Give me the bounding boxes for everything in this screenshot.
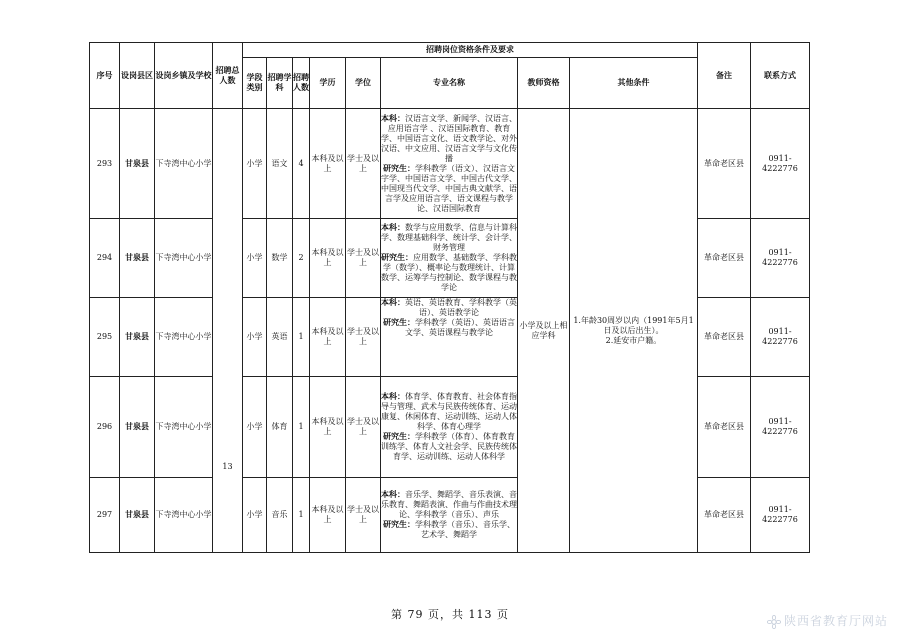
row-edu: 本科及以上: [310, 219, 346, 298]
header-total: 招聘总人数: [213, 43, 243, 109]
row-count: 1: [293, 377, 310, 478]
row-level: 小学: [243, 298, 267, 377]
table-row: [90, 298, 810, 377]
header-requirements-group: 招聘岗位资格条件及要求: [243, 43, 698, 58]
undergrad-majors: 汉语言文学、新闻学、汉语言、应用语言学 、汉语国际教育、教育学、中国语言文化、语文教学论、对外汉语、中文应用、汉语言文学与文化传播: [381, 113, 517, 163]
row-subject: 英语: [267, 298, 293, 377]
postgrad-majors: 学科教学（英语）、英语语言文学、英语课程与教学论: [405, 318, 515, 337]
undergrad-majors: 英语、英语教育、学科教学（英语）、英语教学论: [405, 298, 517, 317]
row-level: 小学: [243, 377, 267, 478]
row-county: 甘泉县: [120, 219, 155, 298]
row-contact: 0911-4222776: [751, 109, 810, 219]
row-level: 小学: [243, 109, 267, 219]
flower-logo-icon: [766, 615, 782, 629]
postgrad-majors: 应用数学、基础数学、学科教学（数学）、概率论与数理统计、计算数学、运筹学与控制论、数学课程与教学论: [381, 253, 517, 292]
row-seq: 293: [90, 109, 120, 219]
postgrad-majors: 学科教学（体育）、体育教育训练学、体育人文社会学、民族传统体育学、运动训练、运动人体科学: [381, 432, 517, 461]
row-contact: 0911-4222776: [751, 478, 810, 553]
header-teacher-cert: 教师资格: [518, 58, 570, 109]
row-major: [381, 109, 518, 219]
table-row: [90, 478, 810, 553]
row-major: [381, 377, 518, 478]
undergrad-majors: 体育学、体育教育、社会体育指导与管理、武术与民族传统体育、运动康复、休闲体育、运动训练、运动人体科学、体育心理学: [381, 392, 517, 431]
table-row: [90, 377, 810, 478]
watermark-text: 陕西省教育厅网站: [783, 614, 888, 628]
row-degree: 学士及以上: [346, 377, 381, 478]
postgrad-label: 研究生：: [383, 318, 415, 327]
postgrad-majors: 学科教学（音乐）、音乐学、艺术学、舞蹈学: [415, 520, 515, 539]
row-major: [381, 478, 518, 553]
row-note: 革命老区县: [698, 377, 751, 478]
row-count: 1: [293, 298, 310, 377]
row-level: 小学: [243, 478, 267, 553]
row-contact: 0911-4222776: [751, 377, 810, 478]
row-count: 1: [293, 478, 310, 553]
header-school: 设岗乡镇及学校: [155, 43, 213, 109]
row-level: 小学: [243, 219, 267, 298]
row-note: 革命老区县: [698, 298, 751, 377]
header-other: 其他条件: [570, 58, 698, 109]
row-count: 2: [293, 219, 310, 298]
row-school: 下寺湾中心小学: [155, 478, 213, 553]
postgrad-label: 研究生：: [381, 253, 413, 262]
undergrad-majors: 数学与应用数学、信息与计算科学、数理基础科学、统计学、会计学、财务管理: [381, 223, 517, 252]
postgrad-majors: 学科教学（语文）、汉语言文字学、中国语言文学、中国古代文学、 中国现当代文学、中国古典文献学、语言学及应用语言学、语文课程与教学论、汉语国际教育: [381, 163, 517, 213]
row-edu: 本科及以上: [310, 377, 346, 478]
undergrad-majors: 音乐学、舞蹈学、音乐表演、音乐教育、舞蹈表演、作曲与作曲技术理论、学科教学（音乐）、声乐: [381, 490, 517, 519]
row-edu: 本科及以上: [310, 109, 346, 219]
row-seq: 297: [90, 478, 120, 553]
header-county: 设岗县区: [120, 43, 155, 109]
header-count: 招聘人数: [293, 58, 310, 109]
page-footer: 第 79 页，共 113 页: [391, 608, 509, 621]
header-subject: 招聘学科: [267, 58, 293, 109]
row-degree: 学士及以上: [346, 109, 381, 219]
row-subject: 数学: [267, 219, 293, 298]
site-watermark: [766, 612, 888, 629]
header-major: 专业名称: [381, 58, 518, 109]
header-contact: 联系方式: [751, 43, 810, 109]
undergrad-label: 本科：: [381, 392, 405, 401]
row-school: 下寺湾中心小学: [155, 298, 213, 377]
row-seq: 295: [90, 298, 120, 377]
postgrad-label: 研究生：: [383, 520, 415, 529]
row-edu: 本科及以上: [310, 298, 346, 377]
row-degree: 学士及以上: [346, 219, 381, 298]
header-note: 备注: [698, 43, 751, 109]
other-conditions: [570, 109, 698, 553]
row-school: 下寺湾中心小学: [155, 377, 213, 478]
postgrad-label: 研究生：: [383, 163, 415, 173]
header-degree: 学位: [346, 58, 381, 109]
row-major: [381, 298, 518, 377]
table-row: [90, 109, 810, 219]
undergrad-label: 本科：: [381, 490, 405, 499]
header-edu: 学历: [310, 58, 346, 109]
row-county: 甘泉县: [120, 478, 155, 553]
row-school: 下寺湾中心小学: [155, 219, 213, 298]
total-count: 13: [213, 109, 243, 553]
row-seq: 294: [90, 219, 120, 298]
condition-residence: 2.延安市户籍。: [605, 335, 662, 345]
row-degree: 学士及以上: [346, 478, 381, 553]
row-count: 4: [293, 109, 310, 219]
row-major: [381, 219, 518, 298]
row-edu: 本科及以上: [310, 478, 346, 553]
row-note: 革命老区县: [698, 109, 751, 219]
row-contact: 0911-4222776: [751, 298, 810, 377]
recruitment-table: [89, 42, 810, 553]
row-note: 革命老区县: [698, 478, 751, 553]
row-school: 下寺湾中心小学: [155, 109, 213, 219]
row-contact: 0911-4222776: [751, 219, 810, 298]
row-county: 甘泉县: [120, 298, 155, 377]
row-county: 甘泉县: [120, 109, 155, 219]
row-seq: 296: [90, 377, 120, 478]
undergrad-label: 本科：: [381, 223, 405, 232]
undergrad-label: 本科：: [381, 298, 405, 307]
row-subject: 音乐: [267, 478, 293, 553]
row-county: 甘泉县: [120, 377, 155, 478]
row-subject: 语文: [267, 109, 293, 219]
table-row: [90, 219, 810, 298]
row-subject: 体育: [267, 377, 293, 478]
header-seq: 序号: [90, 43, 120, 109]
condition-age: 1.年龄30周岁以内（1991年5月1日及以后出生）。: [573, 315, 694, 335]
undergrad-label: 本科：: [381, 113, 405, 123]
row-degree: 学士及以上: [346, 298, 381, 377]
teacher-cert: 小学及以上相应学科: [518, 109, 570, 553]
header-level: 学段类别: [243, 58, 267, 109]
postgrad-label: 研究生：: [383, 432, 415, 441]
row-note: 革命老区县: [698, 219, 751, 298]
